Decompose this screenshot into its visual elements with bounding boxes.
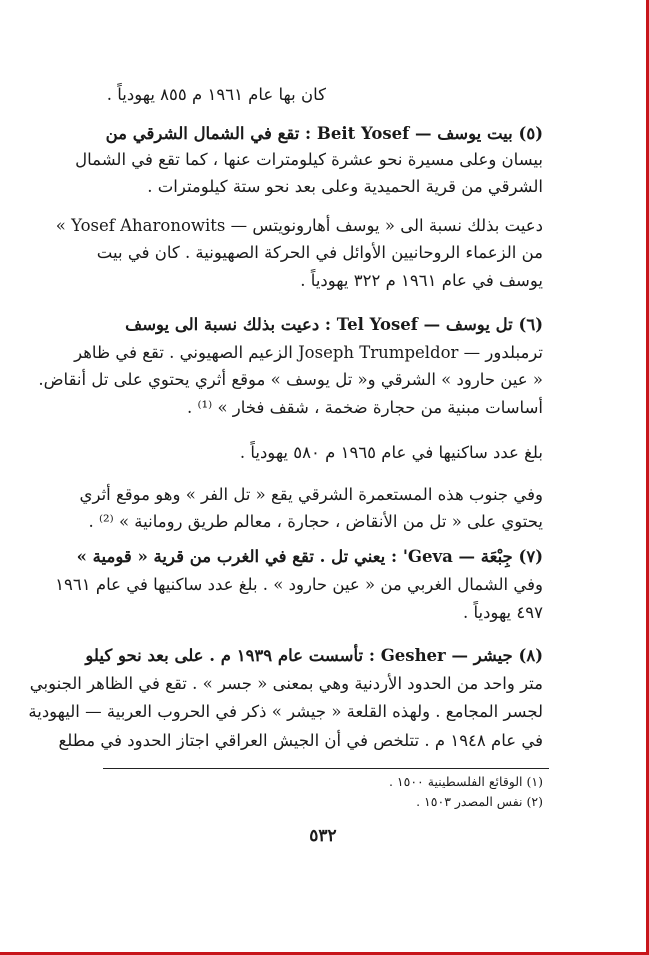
page-number: ٥٣٢ [309,826,337,846]
text-line: « عين حارود » الشرقي و« تل يوسف » موقع أثري يحتوي على تل أنقاض. [38,370,543,389]
text-line: بلغ عدد ساكنيها في عام ١٩٦٥ م ٥٨٠ يهودياً . [239,443,543,462]
section-8-heading-line: (٨) جيشر — Gesher : تأسست عام ١٩٣٩ م . على بعد نحو كيلو [85,646,543,665]
text-line: الشرقي من قرية الحميدية وعلى بعد نحو ستة كيلومترات . [147,177,543,196]
footnote-2: (٢) نفس المصدر ١٥٠٣ . [416,794,543,809]
text-line: لجسر المجامع . ولهذه القلعة « جيشر » ذكر في الحروب العربية — اليهودية [28,702,543,721]
section-6-heading-line: (٦) تل يوسف — Tel Yosef : دعيت بذلك نسبة الى يوسف [125,315,543,334]
text-line: كان بها عام ١٩٦١ م ٨٥٥ يهودياً . [106,85,326,104]
text-line: ترمبلدور — Joseph Trumpeldor الزعيم الصهيوني . تقع في ظاهر [74,343,543,362]
text-line: ٤٩٧ يهودياً . [462,603,543,622]
text-line: دعيت بذلك نسبة الى « يوسف أهارونويتس — Yosef Aharonowits » [55,216,543,235]
text-line: بيسان وعلى مسيرة نحو عشرة كيلومترات عنها ، كما تقع في الشمال [75,150,543,169]
text-line: متر واحد من الحدود الأردنية وهي بمعنى « جسر » . تقع في الظاهر الجنوبي [29,674,543,693]
text-line: وفي جنوب هذه المستعمرة الشرقي يقع « تل الفر » وهو موقع أثري [79,485,543,504]
footnote-1: (١) الوقائع الفلسطينية ١٥٠٠ . [388,774,543,789]
text-line: أساسات مبنية من حجارة ضخمة ، شقف فخار » ⁽¹⁾ . [186,398,543,417]
section-7-heading-line: (٧) جِبْعَة — Geva' : يعني تل . تقع في الغرب من قرية « قومية » [76,547,543,566]
text-line: في عام ١٩٤٨ م . تتلخص في أن الجيش العراقي اجتاز الحدود في مطلع [58,731,543,750]
text-line: وفي الشمال الغربي من « عين حارود » . بلغ عدد ساكنيها في عام ١٩٦١ [55,575,543,594]
text-line: يحتوي على « تل من الأنقاض ، حجارة ، معالم طريق رومانية » ⁽²⁾ . [88,512,543,531]
footnote-separator [103,768,549,769]
section-5-heading-line: (٥) بيت يوسف — Beit Yosef : تقع في الشمال الشرقي من [105,124,543,143]
text-line: من الزعماء الروحانيين الأوائل في الحركة الصهيونية . كان في بيت [96,243,543,262]
text-line: يوسف في عام ١٩٦١ م ٣٢٢ يهودياً . [300,271,543,290]
